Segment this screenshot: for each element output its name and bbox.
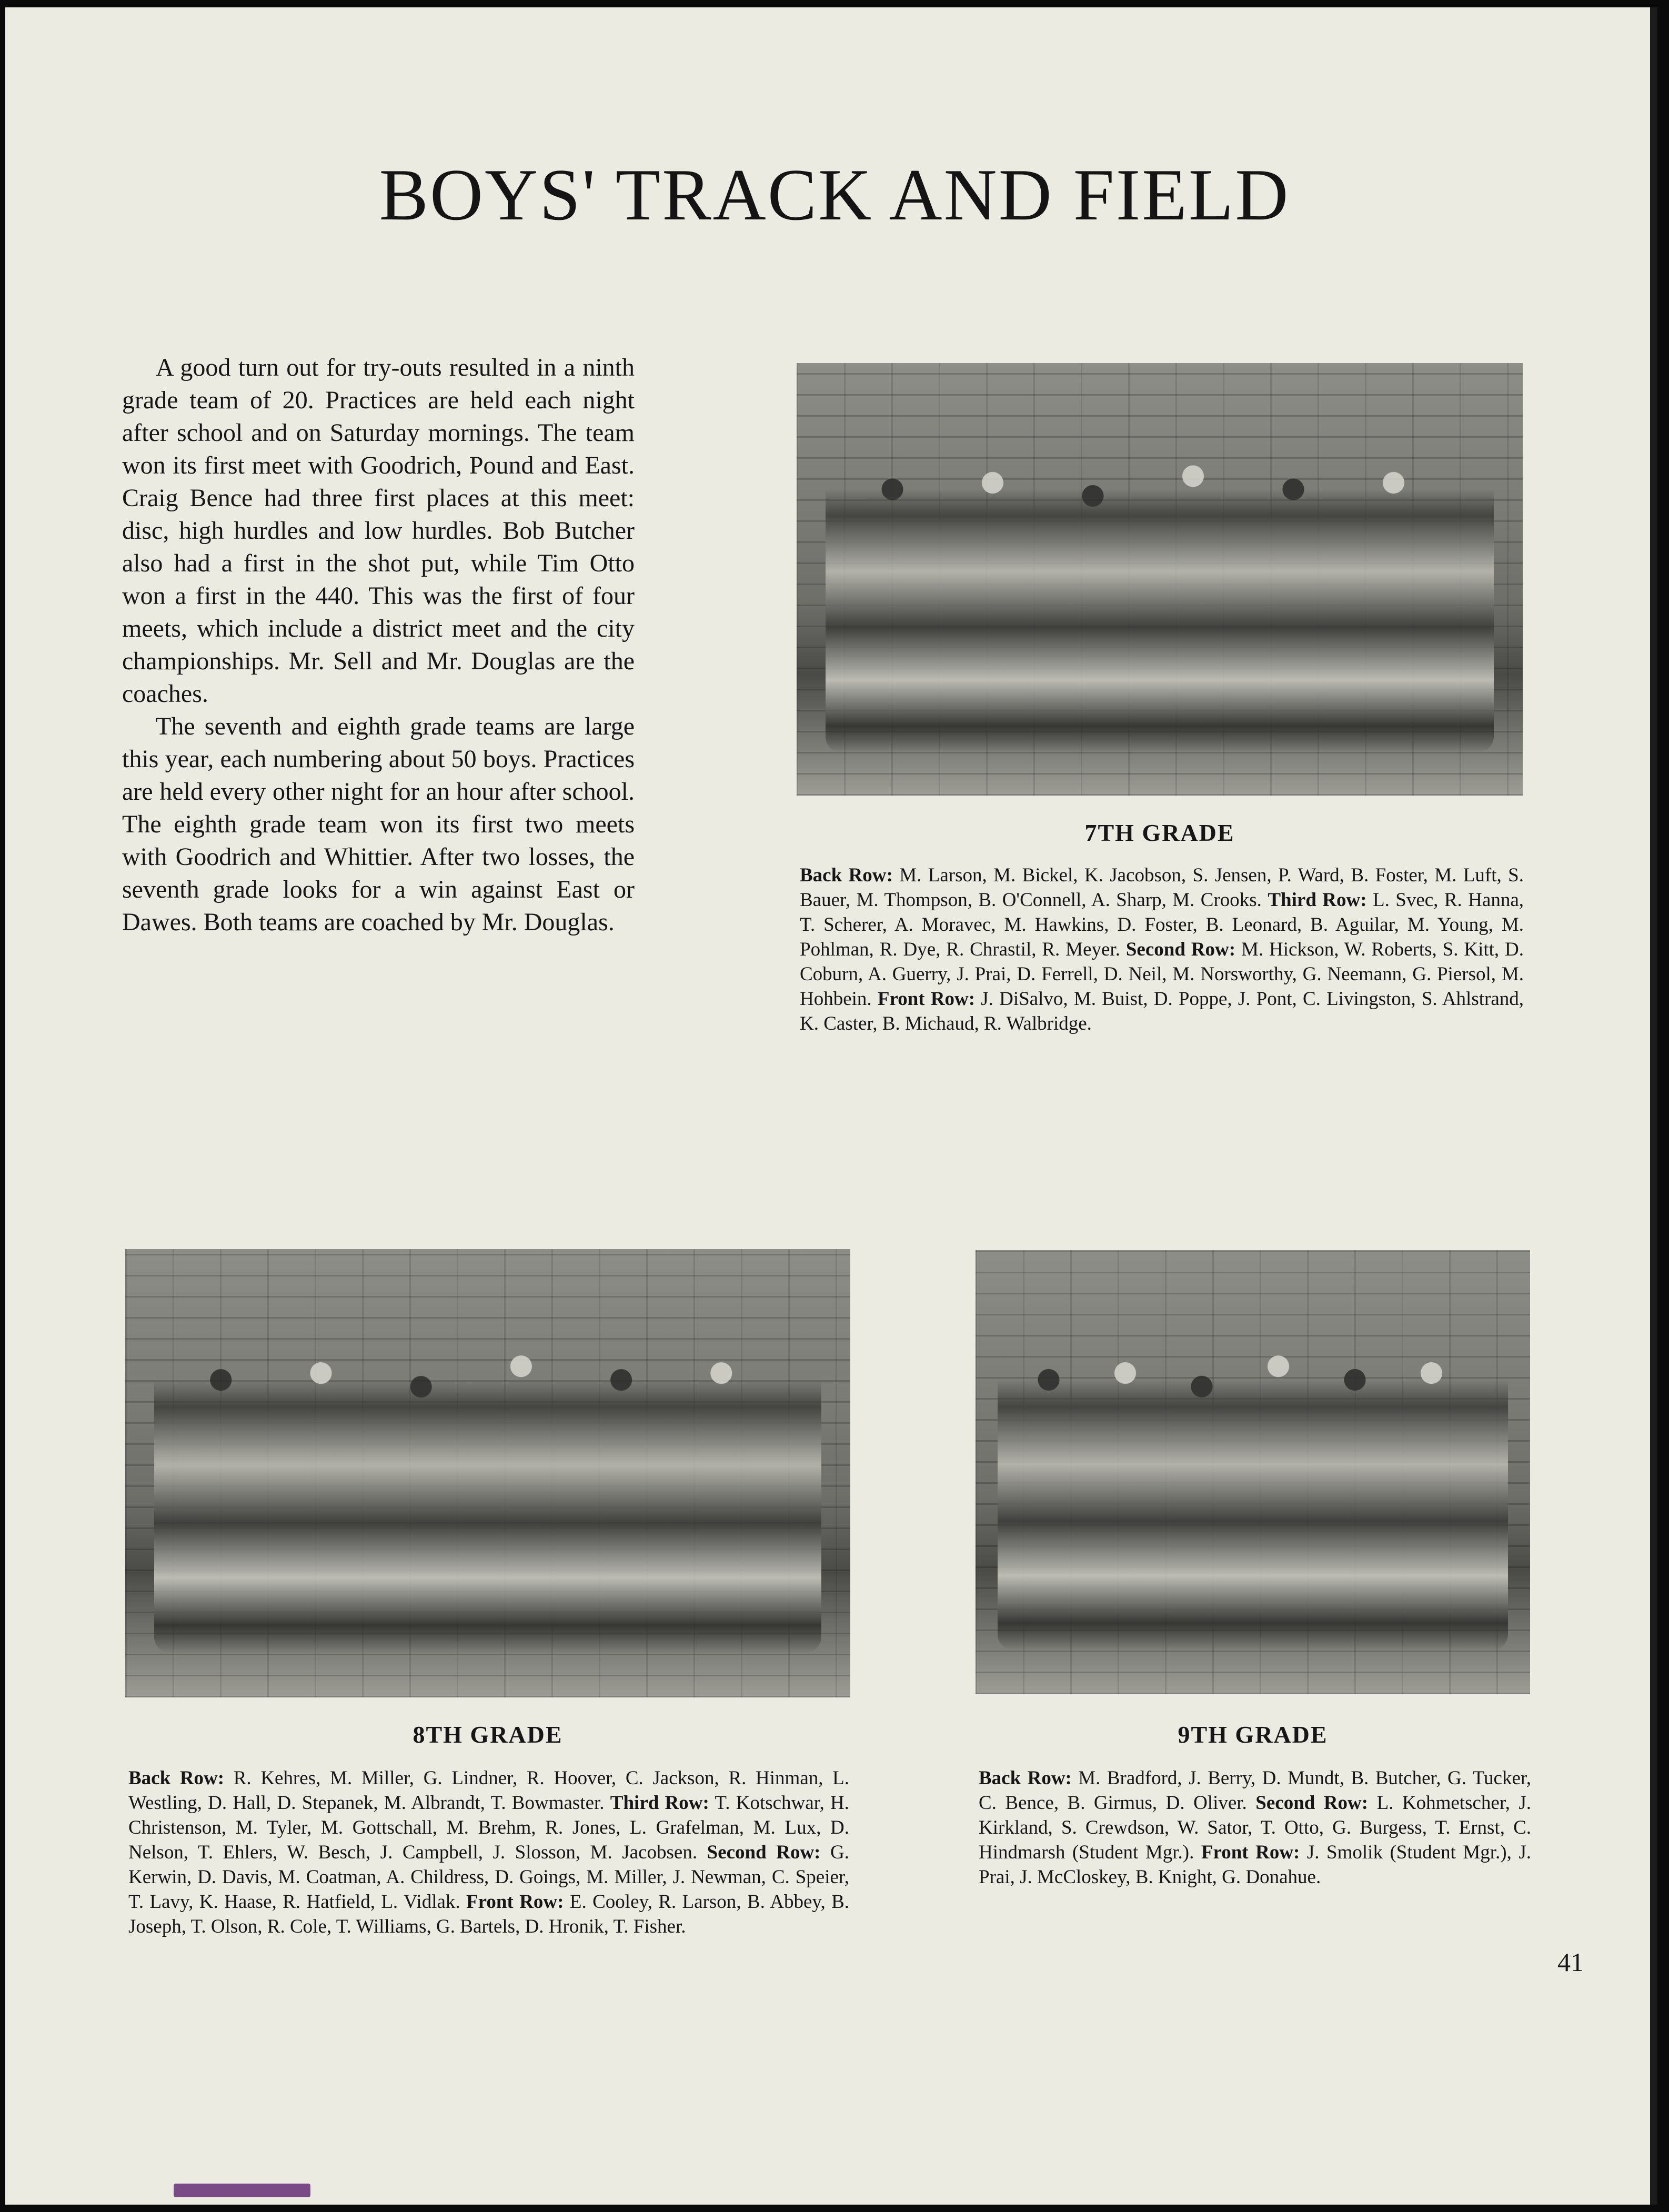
seventh-grade-roster — [800, 863, 1524, 1036]
back-row-label: Back Row: — [128, 1767, 225, 1789]
front-row-label: Front Row: — [466, 1891, 564, 1913]
second-row-names: M. Hickson, W. Roberts, S. Kitt, D. Coburn, A. Guerry, J. Prai, D. Ferrell, D. Neil, M. Norsworthy, G. Neemann, G. Piersol, M. Hohbein. — [800, 939, 1524, 1010]
intro-text — [122, 351, 635, 939]
back-row-names: M. Larson, M. Bickel, K. Jacobson, S. Jensen, P. Ward, B. Foster, M. Luft, S. Bauer, M. Thompson, B. O'Connell, A. Sharp, M. Crooks. — [800, 864, 1524, 911]
page-number: 41 — [1557, 1947, 1584, 1977]
second-row-label: Second Row: — [1255, 1792, 1369, 1814]
binding-mark — [174, 2184, 310, 2197]
eighth-grade-roster — [128, 1766, 849, 1939]
front-row-label: Front Row: — [877, 988, 976, 1010]
team-group — [826, 424, 1494, 752]
back-row-names: M. Bradford, J. Berry, D. Mundt, B. Butcher, G. Tucker, C. Bence, B. Girmus, D. Oliver. — [979, 1767, 1531, 1814]
second-row-names: L. Kohmetscher, J. Kirkland, S. Crewdson, W. Sator, T. Otto, G. Burgess, T. Ernst, C. Hindmarsh (Student Mgr.). — [979, 1792, 1532, 1863]
back-row-names: R. Kehres, M. Miller, G. Lindner, R. Hoover, C. Jackson, R. Hinman, L. Westling, D. Hall, D. Stepanek, M. Albrandt, T. Bowmaster. — [128, 1767, 849, 1814]
ninth-grade-roster — [979, 1766, 1531, 1889]
back-row-label: Back Row: — [979, 1767, 1072, 1789]
third-row-names: L. Svec, R. Hanna, T. Scherer, A. Moravec, M. Hawkins, D. Foster, B. Leonard, B. Aguilar, M. Young, M. Pohlman, R. Dye, R. Chrastil, R. Meyer. — [800, 889, 1524, 960]
team-group — [154, 1312, 821, 1653]
third-row-names: T. Kotschwar, H. Christenson, M. Tyler, M. Gottschall, M. Brehm, R. Jones, L. Grafelman, M. Lux, D. Nelson, T. Ehlers, W. Besch, J. Campbell, J. Slosson, M. Jacobsen. — [128, 1792, 849, 1863]
back-row-label: Back Row: — [800, 864, 893, 886]
second-row-label: Second Row: — [1125, 939, 1236, 960]
intro-paragraph-1: A good turn out for try-outs resulted in a ninth grade team of 20. Practices are held each night after school and on Saturday mornings. The team won its first meet with Goodrich, Pound and East. Craig Bence had three first places at this meet: disc, high hurdles and low hurdles. Bob Butcher also had a first in the shot put, while Tim Otto won a first in the 440. This was the first of four meets, which include a district meet and the city championships. Mr. Sell and Mr. Douglas are the coaches. — [122, 354, 635, 708]
ninth-grade-team-photo — [976, 1250, 1530, 1694]
team-group — [998, 1312, 1508, 1650]
second-row-label: Second Row: — [707, 1842, 821, 1863]
second-row-names: G. Kerwin, D. Davis, M. Coatman, A. Childress, D. Goings, M. Miller, J. Newman, C. Speier, T. Lavy, K. Haase, R. Hatfield, L. Vidlak. — [128, 1842, 850, 1913]
seventh-grade-team-photo — [797, 363, 1523, 796]
seventh-grade-heading: 7TH GRADE — [1084, 819, 1235, 846]
page-title: BOYS' TRACK AND FIELD — [379, 154, 1290, 236]
eighth-grade-team-photo — [125, 1249, 850, 1697]
ninth-grade-heading: 9TH GRADE — [1178, 1721, 1328, 1748]
intro-paragraph-2: The seventh and eighth grade teams are large this year, each numbering about 50 boys. Practices are held every other night for an hour after school. The eighth grade team won its first two meets with Goodrich and Whittier. After two losses, the seventh grade looks for a win against East or Dawes. Both teams are coached by Mr. Douglas. — [122, 712, 635, 936]
front-row-label: Front Row: — [1201, 1842, 1300, 1863]
eighth-grade-heading: 8TH GRADE — [413, 1721, 563, 1748]
front-row-names: J. DiSalvo, M. Buist, D. Poppe, J. Pont, C. Livingston, S. Ahlstrand, K. Caster, B. Michaud, R. Walbridge. — [800, 988, 1524, 1034]
front-row-names: J. Smolik (Student Mgr.), J. Prai, J. McCloskey, B. Knight, G. Donahue. — [979, 1842, 1532, 1888]
third-row-label: Third Row: — [1268, 889, 1367, 911]
front-row-names: E. Cooley, R. Larson, B. Abbey, B. Joseph, T. Olson, R. Cole, T. Williams, G. Bartels, D. Hronik, T. Fisher. — [128, 1891, 850, 1937]
third-row-label: Third Row: — [610, 1792, 709, 1814]
